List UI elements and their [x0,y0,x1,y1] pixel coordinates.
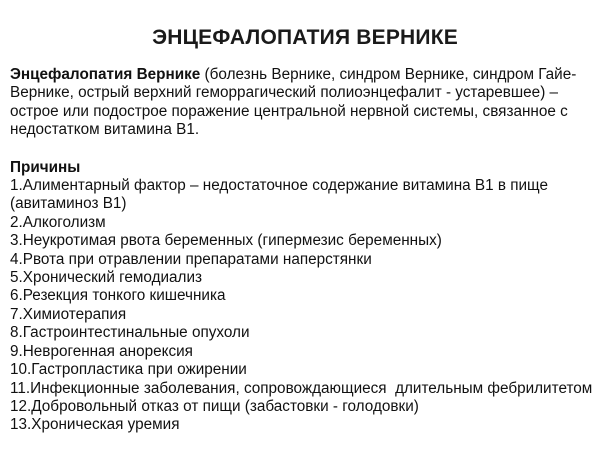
cause-item: 13.Хроническая уремия [10,416,180,434]
cause-item: 6.Резекция тонкого кишечника [10,287,226,305]
intro-definition: (болезнь Вернике, синдром Вернике, синдром Гайе-Вернике, острый верхний геморрагический полиоэнцефалит - устаревшее) – острое или подострое поражение центральной нервной системы, связанное с недостатком витамина В1. [10,66,577,139]
cause-item: 12.Добровольный отказ от пищи (забастовки - голодовки) [10,397,419,415]
cause-item: 8.Гастроинтестинальные опухоли [10,324,250,342]
cause-item: 11.Инфекционные заболевания, сопровождающиеся длительным фебрилитетом [10,379,593,397]
cause-item: 7.Химиотерапия [10,305,127,323]
document-body [10,66,602,435]
cause-item: 1.Алиментарный фактор – недостаточное содержание витамина В1 в пище (авитаминоз В1) [10,177,553,213]
cause-item: 4.Рвота при отравлении препаратами наперстянки [10,250,372,268]
cause-item: 9.Неврогенная анорексия [10,342,193,360]
cause-item: 2.Алкоголизм [10,213,106,231]
cause-item: 3.Неукротимая рвота беременных (гипермезис беременных) [10,232,442,250]
causes-list [10,177,602,435]
page-title: ЭНЦЕФАЛОПАТИЯ ВЕРНИКЕ [152,26,458,49]
intro-term: Энцефалопатия Вернике [10,66,201,83]
intro-paragraph [10,66,602,140]
causes-heading: Причины [10,158,81,176]
cause-item: 5.Хронический гемодиализ [10,269,203,287]
cause-item: 10.Гастропластика при ожирении [10,361,247,379]
